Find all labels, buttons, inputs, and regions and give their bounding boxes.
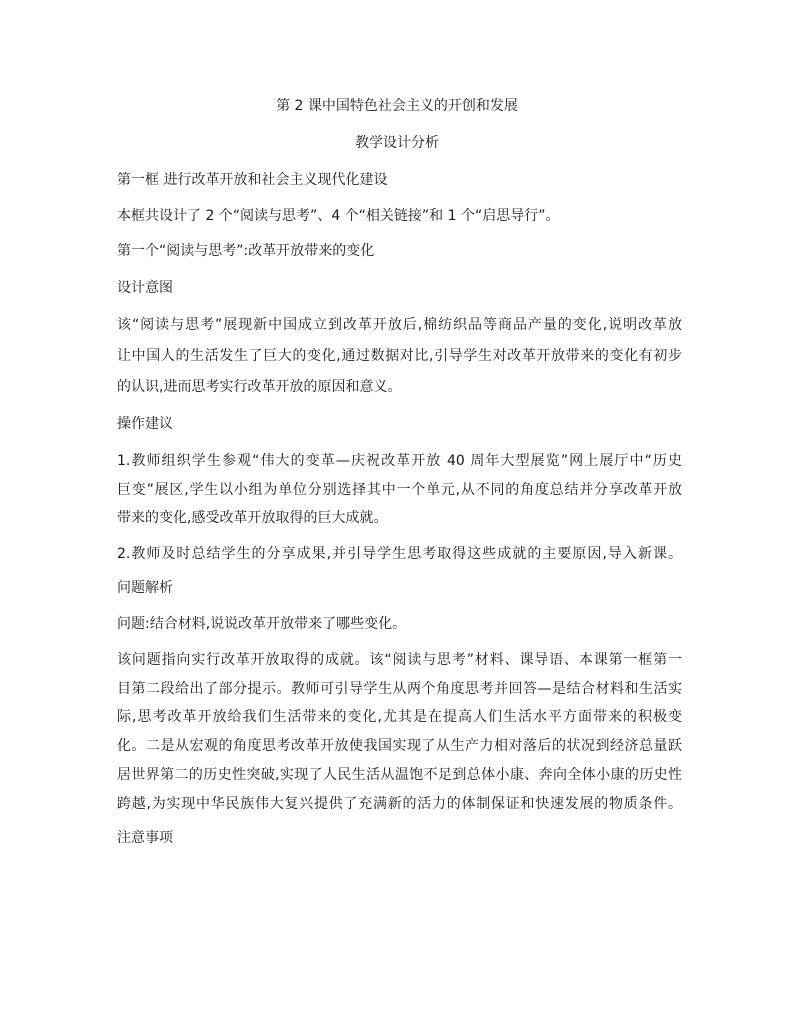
operation-step-1-line: 带来的变化,感受改革开放取得的巨大成就。 bbox=[117, 510, 388, 526]
analysis-line: 化。二是从宏观的角度思考改革开放使我国实现了从生产力相对落后的状况到经济总量跃 bbox=[117, 738, 682, 754]
design-intent-line: 的认识,进而思考实行改革开放的原因和意义。 bbox=[117, 379, 402, 395]
operation-step-1-line: 巨变”展区,学生以小组为单位分别选择其中一个单元,从不同的角度总结并分享改革开放 bbox=[117, 482, 682, 498]
question-text: 问题:结合材料,说说改革开放带来了哪些变化。 bbox=[117, 616, 407, 632]
analysis-line: 跨越,为实现中华民族伟大复兴提供了充满新的活力的体制保证和快速发展的物质条件。 bbox=[117, 796, 682, 812]
analysis-line: 居世界第二的历史性突破,实现了人民生活从温饱不足到总体小康、奔向全体小康的历史性 bbox=[117, 767, 682, 783]
operation-step-1-line: 1.教师组织学生参观“伟大的变革—庆祝改革开放 40 周年大型展览”网上展厅中“历史 bbox=[117, 453, 682, 469]
section-heading: 第一框 进行改革开放和社会主义现代化建设 bbox=[117, 172, 388, 188]
design-intent-heading: 设计意图 bbox=[117, 280, 173, 296]
design-intent-line: 该“阅读与思考”展现新中国成立到改革开放后,棉纺织品等商品产量的变化,说明改革放 bbox=[117, 317, 682, 333]
first-reading-heading: 第一个“阅读与思考”:改革开放带来的变化 bbox=[117, 243, 375, 259]
analysis-line: 该问题指向实行改革开放取得的成就。该“阅读与思考”材料、课导语、本课第一框第一 bbox=[117, 652, 682, 668]
intro-paragraph: 本框共设计了 2 个“阅读与思考”、4 个“相关链接”和 1 个“启思导行”。 bbox=[117, 208, 560, 224]
page-subtitle: 教学设计分析 bbox=[355, 135, 439, 151]
analysis-line: 目第二段给出了部分提示。教师可引导学生从两个角度思考并回答—是结合材料和生活实 bbox=[117, 681, 682, 697]
operation-step-2: 2.教师及时总结学生的分享成果,并引导学生思考取得这些成就的主要原因,导入新课。 bbox=[117, 546, 682, 562]
problem-analysis-heading: 问题解析 bbox=[117, 580, 173, 596]
design-intent-line: 让中国人的生活发生了巨大的变化,通过数据对比,引导学生对改革开放带来的变化有初步 bbox=[117, 348, 682, 364]
analysis-line: 际,思考改革开放给我们生活带来的变化,尤其是在提高人们生活水平方面带来的积极变 bbox=[117, 709, 682, 725]
operation-heading: 操作建议 bbox=[117, 416, 173, 432]
page-title: 第 2 课中国特色社会主义的开创和发展 bbox=[276, 98, 518, 114]
notes-heading: 注意事项 bbox=[117, 830, 173, 846]
